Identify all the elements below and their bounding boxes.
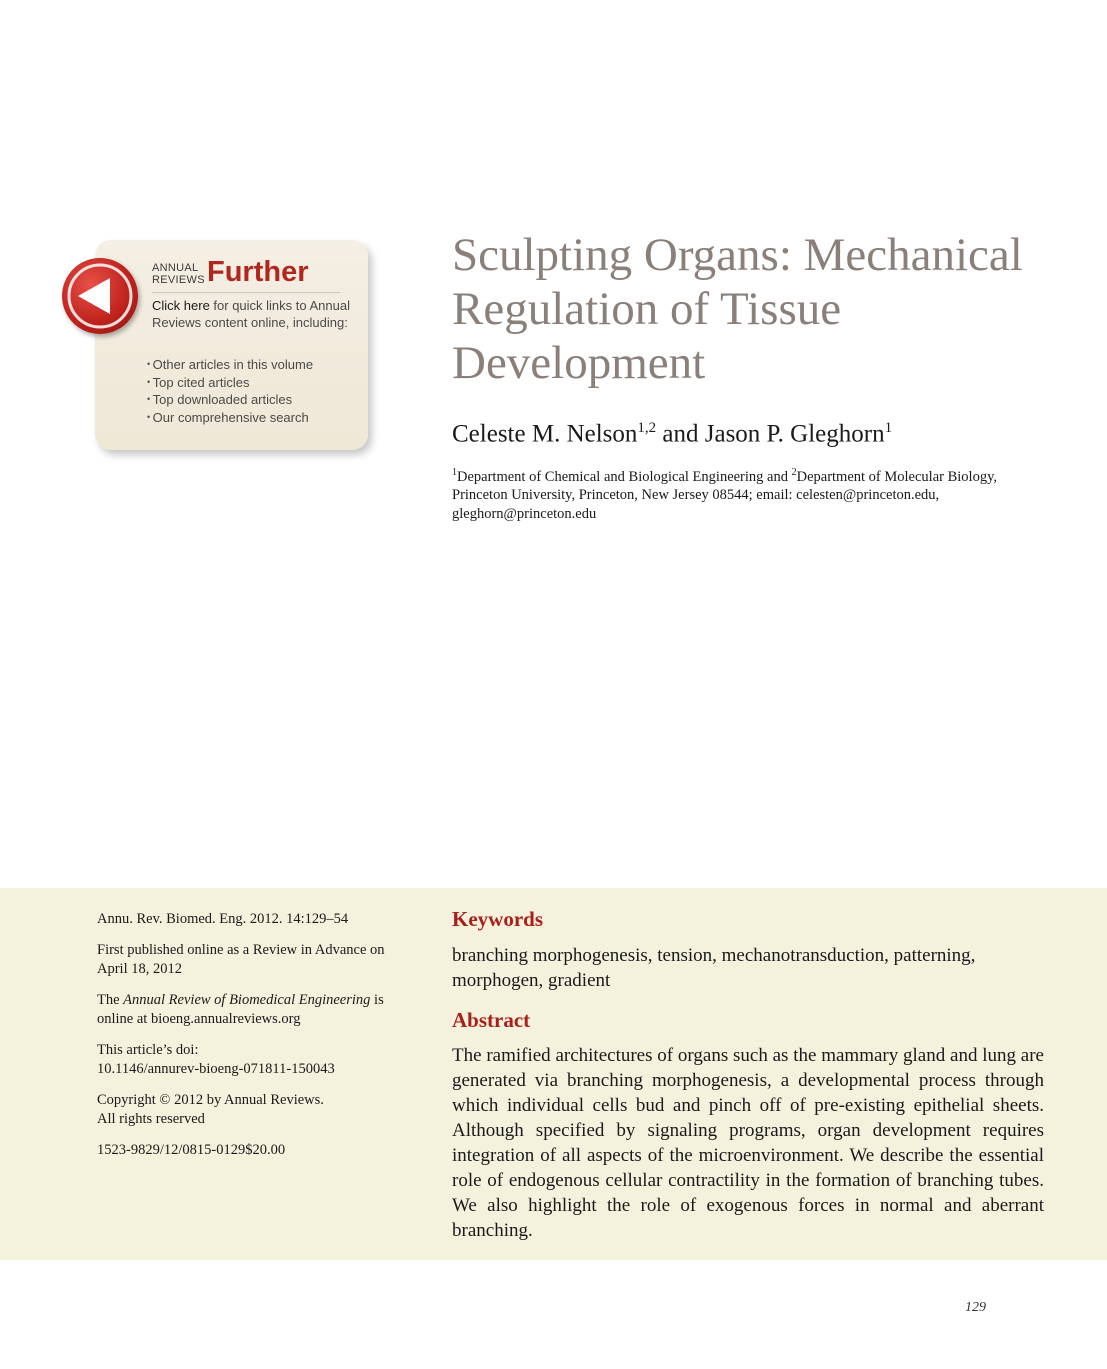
journal-pre: The [97,992,124,1008]
brand-line-1: ANNUAL [152,262,199,274]
author-conjunction: and [656,420,705,448]
brand-line-2: REVIEWS [152,274,205,286]
doi-label: This article’s doi: [97,1042,199,1058]
further-badge[interactable] [62,258,138,334]
click-here-link[interactable]: Click here [152,298,210,313]
author-line [452,420,892,448]
page-number: 129 [965,1300,986,1315]
rights: All rights reserved [97,1111,205,1127]
keywords-text: branching morphogenesis, tension, mechanotransduction, patterning, morphogen, gradient [452,945,976,991]
abstract-heading: Abstract [452,1008,531,1032]
affiliation [452,464,1052,523]
affiliation-text-1: Department of Chemical and Biological Engineering and [457,468,792,485]
doi-block [97,1041,417,1079]
affiliation-marker-1: 1 [452,467,457,478]
further-link-top-cited[interactable]: • Top cited articles [147,374,313,392]
first-published: First published online as a Review in Advance on April 18, 2012 [97,942,385,977]
journal-post: is online at bioeng.annualreviews.org [97,992,384,1027]
affiliation-marker-2: 2 [791,467,797,478]
further-divider [152,292,340,293]
copyright-block [97,1091,417,1129]
further-intro-text: for quick links to Annual Reviews content online, including: [152,298,350,330]
author-gleghorn: Jason P. Gleghorn [704,420,885,448]
copyright: Copyright © 2012 by Annual Reviews. [97,1092,324,1108]
author-nelson-affil: 1,2 [637,420,657,436]
further-links-list [147,356,313,426]
citation: Annu. Rev. Biomed. Eng. 2012. 14:129–54 [97,911,349,927]
play-back-arrow-icon [62,258,138,334]
abstract-text: The ramified architectures of organs such as the mammary gland and lung are generated via branching morphogenesis, a developmental process through which individual cells bud and pinch off of pre-existing epithelial sheets. Although specified by signaling programs, organ development requires integration of all aspects of the microenvironment. We describe the essential role of endogenous cellular contractility in the formation of branching tubes. We also highlight the role of exogenous forces in normal and aberrant branching. [452,1045,1044,1241]
journal-name: Annual Review of Biomedical Engineering [123,992,371,1008]
doi-value[interactable]: 10.1146/annurev-bioeng-071811-150043 [97,1061,335,1077]
journal-info [97,991,417,1029]
keywords-heading: Keywords [452,907,543,931]
further-link-volume[interactable]: • Other articles in this volume [147,356,313,374]
further-link-top-downloaded[interactable]: • Top downloaded articles [147,391,313,409]
further-title: Further [207,256,309,288]
annual-reviews-logo [152,262,205,286]
further-intro [152,297,352,331]
author-gleghorn-affil: 1 [884,420,893,436]
publication-meta [97,910,417,1172]
issn: 1523-9829/12/0815-0129$20.00 [97,1142,286,1158]
further-link-search[interactable]: • Our comprehensive search [147,409,313,427]
affiliation-text-2: Department of Molecular Biology, Princeton University, Princeton, New Jersey 08544; email: celesten@princeton.edu, gleghorn@princeton.edu [452,468,998,522]
author-nelson: Celeste M. Nelson [452,420,638,448]
article-title: Sculpting Organs: Mechanical Regulation of Tissue Development [452,229,1023,389]
